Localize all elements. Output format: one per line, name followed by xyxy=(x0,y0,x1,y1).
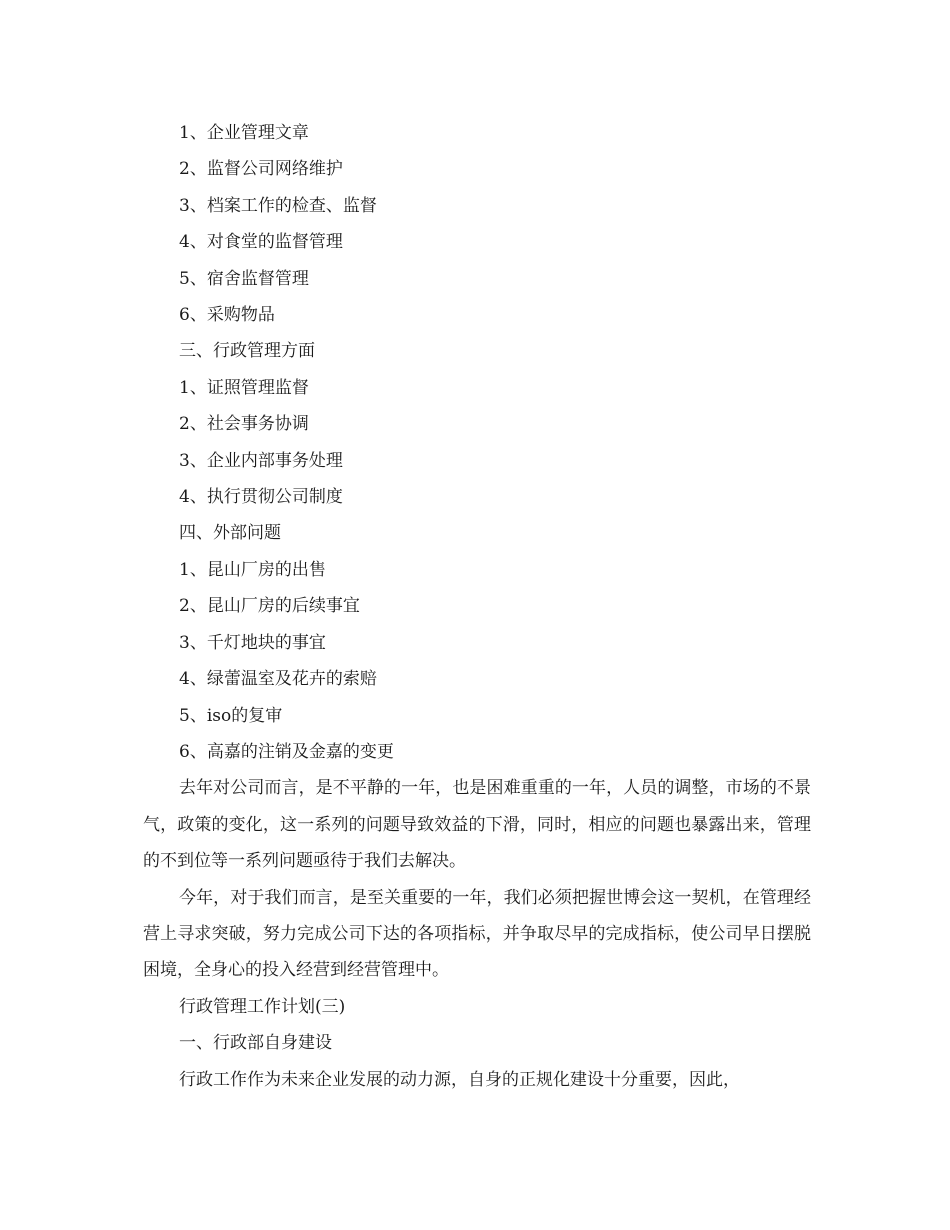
list-item: 1、昆山厂房的出售 xyxy=(179,559,326,580)
list-item: 6、采购物品 xyxy=(179,305,275,326)
list-item: 4、绿蕾温室及花卉的索赔 xyxy=(179,669,377,690)
section-heading: 一、行政部自身建设 xyxy=(179,1033,332,1054)
list-item: 3、档案工作的检查、监督 xyxy=(179,195,377,216)
list-item: 1、企业管理文章 xyxy=(179,123,309,143)
section-title: 行政管理工作计划(三) xyxy=(179,996,346,1017)
list-item: 2、社会事务协调 xyxy=(179,414,309,435)
document-body xyxy=(143,115,811,1098)
section-heading: 四、外部问题 xyxy=(179,523,281,544)
list-item: 5、iso的复审 xyxy=(179,705,283,726)
list-item: 3、千灯地块的事宜 xyxy=(179,632,326,653)
list-item: 6、高嘉的注销及金嘉的变更 xyxy=(179,741,394,762)
list-item: 4、对食堂的监督管理 xyxy=(179,232,343,253)
list-item: 5、宿舍监督管理 xyxy=(179,268,309,289)
list-item: 3、企业内部事务处理 xyxy=(179,450,343,471)
list-item: 2、监督公司网络维护 xyxy=(179,159,343,180)
section-heading: 三、行政管理方面 xyxy=(179,341,315,362)
body-paragraph: 今年，对于我们而言，是至关重要的一年，我们必须把握世博会这一契机，在管理经营上寻求突破，努力完成公司下达的各项指标，并争取尽早的完成指标，使公司早日摆脱困境，全身心的投入经营到经营管理中。 xyxy=(143,887,811,981)
list-item: 1、证照管理监督 xyxy=(179,377,309,398)
list-item: 4、执行贯彻公司制度 xyxy=(179,487,343,508)
body-paragraph: 去年对公司而言，是不平静的一年，也是困难重重的一年，人员的调整，市场的不景气，政策的变化，这一系列的问题导致效益的下滑，同时，相应的问题也暴露出来，管理的不到位等一系列问题亟待于我们去解决。 xyxy=(143,778,811,872)
body-paragraph: 行政工作作为未来企业发展的动力源，自身的正规化建设十分重要，因此， xyxy=(179,1069,740,1090)
list-item: 2、昆山厂房的后续事宜 xyxy=(179,596,360,617)
